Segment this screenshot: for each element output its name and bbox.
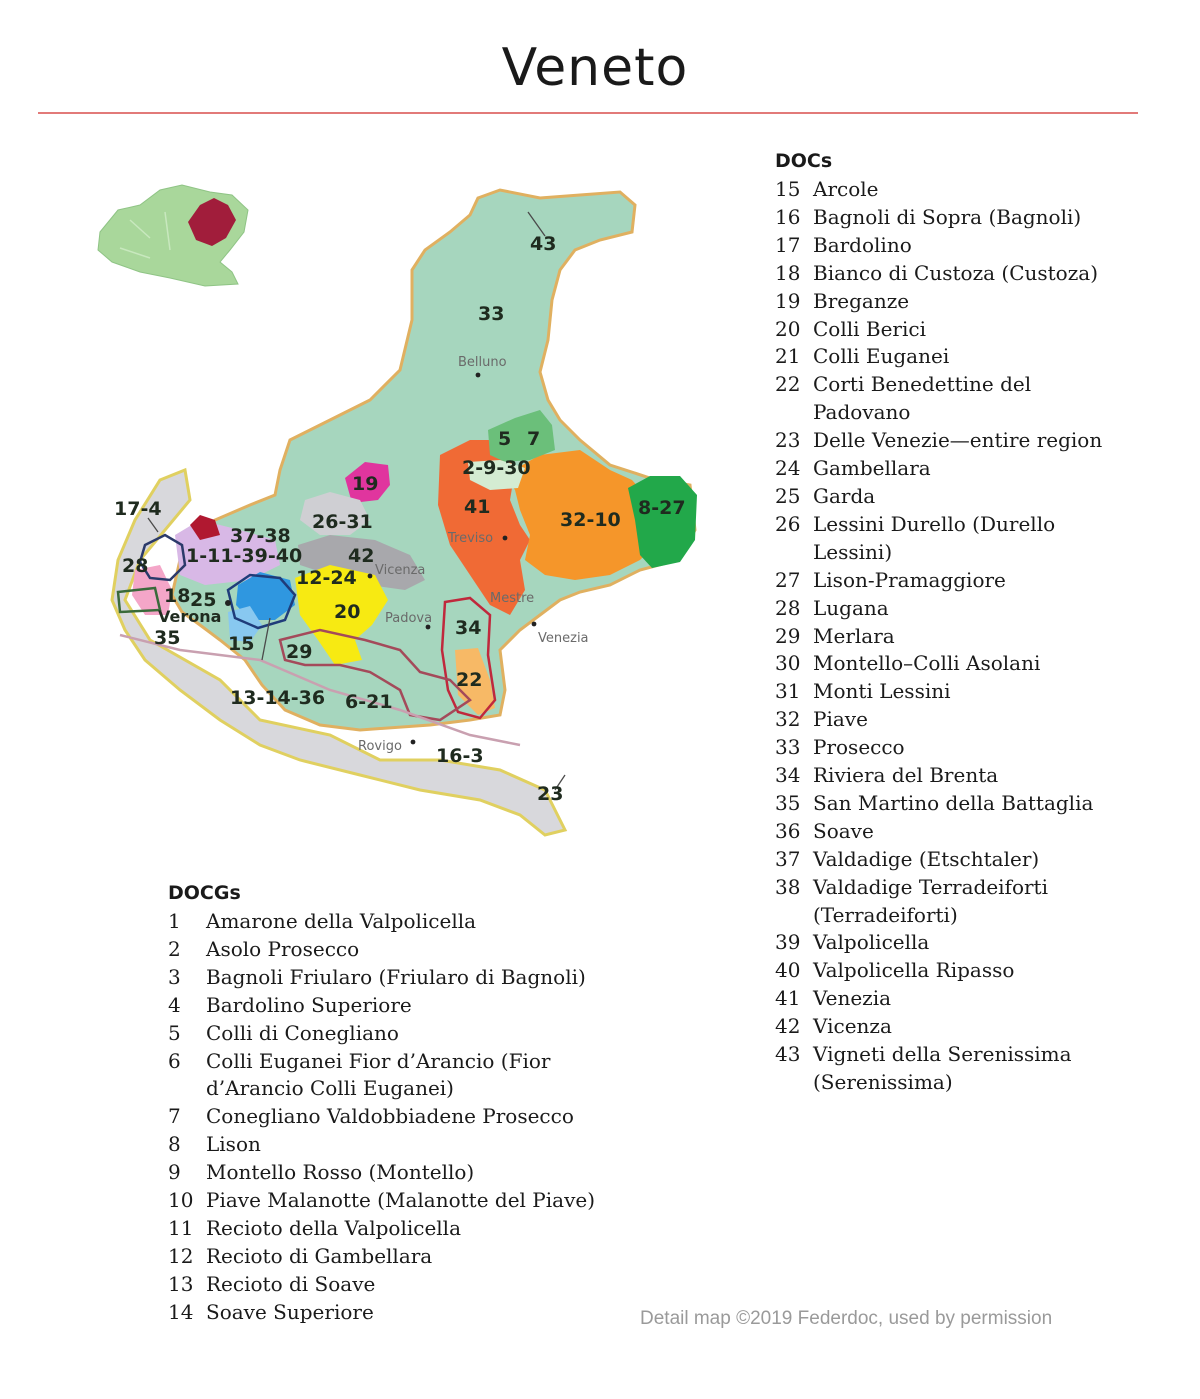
map-label: 32-10: [560, 509, 621, 531]
map-label: 5: [498, 428, 512, 450]
legend-item-number: 25: [775, 483, 801, 508]
legend-item-number: 12: [168, 1243, 194, 1268]
map-label: 17-4: [114, 498, 162, 520]
city-label-rovigo: Rovigo: [358, 739, 402, 754]
legend-item-number: 3: [168, 964, 181, 989]
legend-item: [775, 567, 1125, 595]
map-label: 1-11-39-40: [186, 545, 303, 567]
map-label: 22: [456, 669, 483, 691]
legend-item-name: Asolo Prosecco: [206, 936, 360, 961]
legend-item: [775, 734, 1125, 762]
legend-item-number: 34: [775, 763, 801, 788]
map-label: 35: [154, 627, 181, 649]
legend-item-number: 24: [775, 456, 801, 481]
legend-item: [168, 1048, 608, 1104]
legend-item-name: Garda: [813, 483, 876, 508]
legend-item: [168, 964, 608, 992]
legend-item-number: 43: [775, 1042, 801, 1067]
map-label: 6-21: [345, 691, 393, 713]
legend-item-number: 16: [775, 204, 801, 229]
legend-item-name: Vicenza: [813, 1014, 892, 1039]
legend-item: [775, 176, 1125, 204]
legend-item: [775, 288, 1125, 316]
legend-item-name: Bagnoli Friularo (Friularo di Bagnoli): [206, 964, 586, 989]
map-label: 26-31: [312, 511, 373, 533]
legend-item-name: Delle Venezie—entire region: [813, 428, 1103, 453]
city-label-treviso: Treviso: [448, 531, 494, 546]
legend-item-name: Colli Euganei Fior d’Arancio (Fior d’Arancio Colli Euganei): [206, 1048, 551, 1101]
map-label: 15: [228, 633, 255, 655]
legend-item-number: 18: [775, 260, 801, 285]
map-label: 18: [164, 585, 191, 607]
legend-item: [775, 455, 1125, 483]
city-label-padova: Padova: [385, 611, 433, 626]
map-label: 16-3: [436, 745, 484, 767]
legend-item-name: Breganze: [813, 288, 910, 313]
legend-item-number: 9: [168, 1160, 181, 1185]
legend-item-name: Recioto di Soave: [206, 1271, 376, 1296]
legend-item-number: 5: [168, 1020, 181, 1045]
legend-item-name: Valpolicella: [813, 930, 930, 955]
legend-item-number: 37: [775, 846, 801, 871]
map-label: Verona: [158, 607, 222, 626]
legend-item-number: 40: [775, 958, 801, 983]
legend-item-number: 38: [775, 874, 801, 899]
map-label: 41: [464, 496, 491, 518]
legend-item-number: 21: [775, 344, 801, 369]
map-label: 7: [527, 428, 541, 450]
legend-item-name: Lison: [206, 1132, 261, 1157]
map-label: 23: [537, 783, 564, 805]
legend-item-name: Colli Berici: [813, 316, 926, 341]
legend-item-number: 42: [775, 1014, 801, 1039]
legend-item-name: Corti Benedettine del Padovano: [813, 372, 1032, 425]
legend-item-name: Bianco di Custoza (Custoza): [813, 260, 1098, 285]
legend-item-name: Riviera del Brenta: [813, 763, 999, 788]
docgs-heading: DOCGs: [168, 882, 241, 904]
legend-item-number: 19: [775, 288, 801, 313]
map-label: 34: [455, 617, 482, 639]
legend-item-number: 7: [168, 1104, 181, 1129]
legend-item-number: 13: [168, 1271, 194, 1296]
legend-item-number: 27: [775, 567, 801, 592]
legend-item: [775, 818, 1125, 846]
legend-item-name: Lessini Durello (Durello Lessini): [813, 511, 1056, 564]
legend-item-name: Montello Rosso (Montello): [206, 1160, 475, 1185]
legend-item: [168, 908, 608, 936]
page-title: Veneto: [501, 38, 689, 98]
map-label: 37-38: [230, 525, 291, 547]
legend-item-name: Soave: [813, 818, 874, 843]
map-label: 13-14-36: [230, 687, 326, 709]
legend-item-name: Prosecco: [813, 735, 905, 760]
legend-item: [168, 1243, 608, 1271]
legend-item-number: 33: [775, 735, 801, 760]
legend-item-name: Piave Malanotte (Malanotte del Piave): [206, 1188, 596, 1213]
map-label: 25: [190, 589, 217, 611]
legend-item-name: Soave Superiore: [206, 1299, 374, 1324]
legend-item-name: Conegliano Valdobbiadene Prosecco: [206, 1104, 574, 1129]
legend-item-name: Gambellara: [813, 456, 931, 481]
map-label: 8-27: [638, 497, 686, 519]
legend-item: [775, 483, 1125, 511]
map-label: 19: [352, 473, 379, 495]
map-label: 2-9-30: [462, 457, 531, 479]
legend-item-name: Montello–Colli Asolani: [813, 651, 1041, 676]
city-label-belluno: Belluno: [458, 355, 507, 370]
legend-item-number: 22: [775, 372, 801, 397]
veneto-map: [0, 0, 720, 860]
legend-item: [775, 623, 1125, 651]
legend-item: [775, 511, 1125, 567]
legend-item-name: Colli Euganei: [813, 344, 950, 369]
legend-item: [775, 762, 1125, 790]
legend-item-number: 20: [775, 316, 801, 341]
legend-item-number: 2: [168, 936, 181, 961]
legend-item-number: 8: [168, 1132, 181, 1157]
legend-item-name: Vigneti della Serenissima (Serenissima): [813, 1042, 1072, 1094]
map-label: 42: [348, 545, 375, 567]
legend-item: [775, 1041, 1125, 1097]
legend-item: [775, 343, 1125, 371]
legend-item-number: 39: [775, 930, 801, 955]
docs-heading: DOCs: [775, 150, 833, 172]
legend-item: [775, 371, 1125, 427]
legend-item: [168, 1299, 608, 1327]
legend-item-number: 28: [775, 595, 801, 620]
legend-item-name: Lison-Pramaggiore: [813, 567, 1006, 592]
legend-item: [168, 1159, 608, 1187]
map-label: 28: [122, 555, 149, 577]
legend-item-name: Bagnoli di Sopra (Bagnoli): [813, 204, 1082, 229]
legend-item-number: 26: [775, 511, 801, 536]
city-label-vicenza: Vicenza: [375, 563, 426, 578]
legend-item-number: 35: [775, 790, 801, 815]
legend-item: [168, 936, 608, 964]
legend-item: [775, 790, 1125, 818]
italy-inset-map: [98, 185, 248, 286]
legend-item-name: Valdadige Terradeiforti (Terradeiforti): [813, 874, 1048, 927]
city-label-venezia: Venezia: [538, 631, 589, 646]
legend-item: [168, 1103, 608, 1131]
legend-item-name: Bardolino: [813, 232, 912, 257]
legend-item-number: 17: [775, 232, 801, 257]
legend-item: [775, 678, 1125, 706]
docs-legend: [775, 150, 1125, 1097]
legend-item: [775, 316, 1125, 344]
legend-item-number: 41: [775, 986, 801, 1011]
legend-item-number: 14: [168, 1299, 194, 1324]
map-label: 43: [530, 233, 557, 255]
legend-item-name: Recioto di Gambellara: [206, 1243, 433, 1268]
map-label: 20: [334, 601, 361, 623]
legend-item-number: 1: [168, 909, 181, 933]
docgs-legend: [168, 882, 608, 1327]
legend-item-number: 30: [775, 651, 801, 676]
map-label: 33: [478, 303, 505, 325]
legend-item-name: Valdadige (Etschtaler): [813, 846, 1040, 871]
legend-item: [775, 204, 1125, 232]
legend-item-number: 6: [168, 1048, 181, 1073]
legend-item: [168, 1215, 608, 1243]
map-label: 29: [286, 641, 313, 663]
legend-item: [775, 232, 1125, 260]
legend-item-number: 29: [775, 623, 801, 648]
legend-item: [775, 1013, 1125, 1041]
legend-item-name: Valpolicella Ripasso: [813, 958, 1015, 983]
legend-item-name: Lugana: [813, 595, 889, 620]
legend-item-name: Merlara: [813, 623, 895, 648]
legend-item: [168, 1020, 608, 1048]
legend-item: [775, 706, 1125, 734]
legend-item-number: 36: [775, 818, 801, 843]
legend-item: [168, 992, 608, 1020]
legend-item-name: Venezia: [813, 986, 892, 1011]
map-credit: Detail map ©2019 Federdoc, used by permission: [640, 1308, 1053, 1329]
legend-item: [168, 1131, 608, 1159]
legend-item-name: Piave: [813, 707, 868, 732]
legend-item: [775, 427, 1125, 455]
legend-item-number: 11: [168, 1215, 194, 1240]
legend-item-name: San Martino della Battaglia: [813, 790, 1094, 815]
legend-item: [775, 985, 1125, 1013]
legend-item-number: 10: [168, 1188, 194, 1213]
legend-item-name: Arcole: [813, 177, 879, 201]
legend-item-number: 31: [775, 679, 801, 704]
legend-item: [775, 957, 1125, 985]
legend-item: [775, 595, 1125, 623]
city-label-mestre: Mestre: [490, 591, 535, 606]
map-label: 12-24: [296, 567, 357, 589]
legend-item-number: 32: [775, 707, 801, 732]
legend-item-name: Amarone della Valpolicella: [206, 909, 477, 933]
legend-item-number: 4: [168, 992, 181, 1017]
legend-item-name: Bardolino Superiore: [206, 992, 412, 1017]
legend-item-number: 23: [775, 428, 801, 453]
legend-item-name: Colli di Conegliano: [206, 1020, 399, 1045]
legend-item: [775, 260, 1125, 288]
legend-item: [168, 1271, 608, 1299]
legend-item-number: 15: [775, 177, 801, 201]
legend-item: [775, 846, 1125, 874]
legend-item: [775, 650, 1125, 678]
legend-item: [168, 1187, 608, 1215]
legend-item: [775, 929, 1125, 957]
legend-item-name: Recioto della Valpolicella: [206, 1215, 461, 1240]
legend-item-name: Monti Lessini: [813, 679, 951, 704]
legend-item: [775, 874, 1125, 930]
